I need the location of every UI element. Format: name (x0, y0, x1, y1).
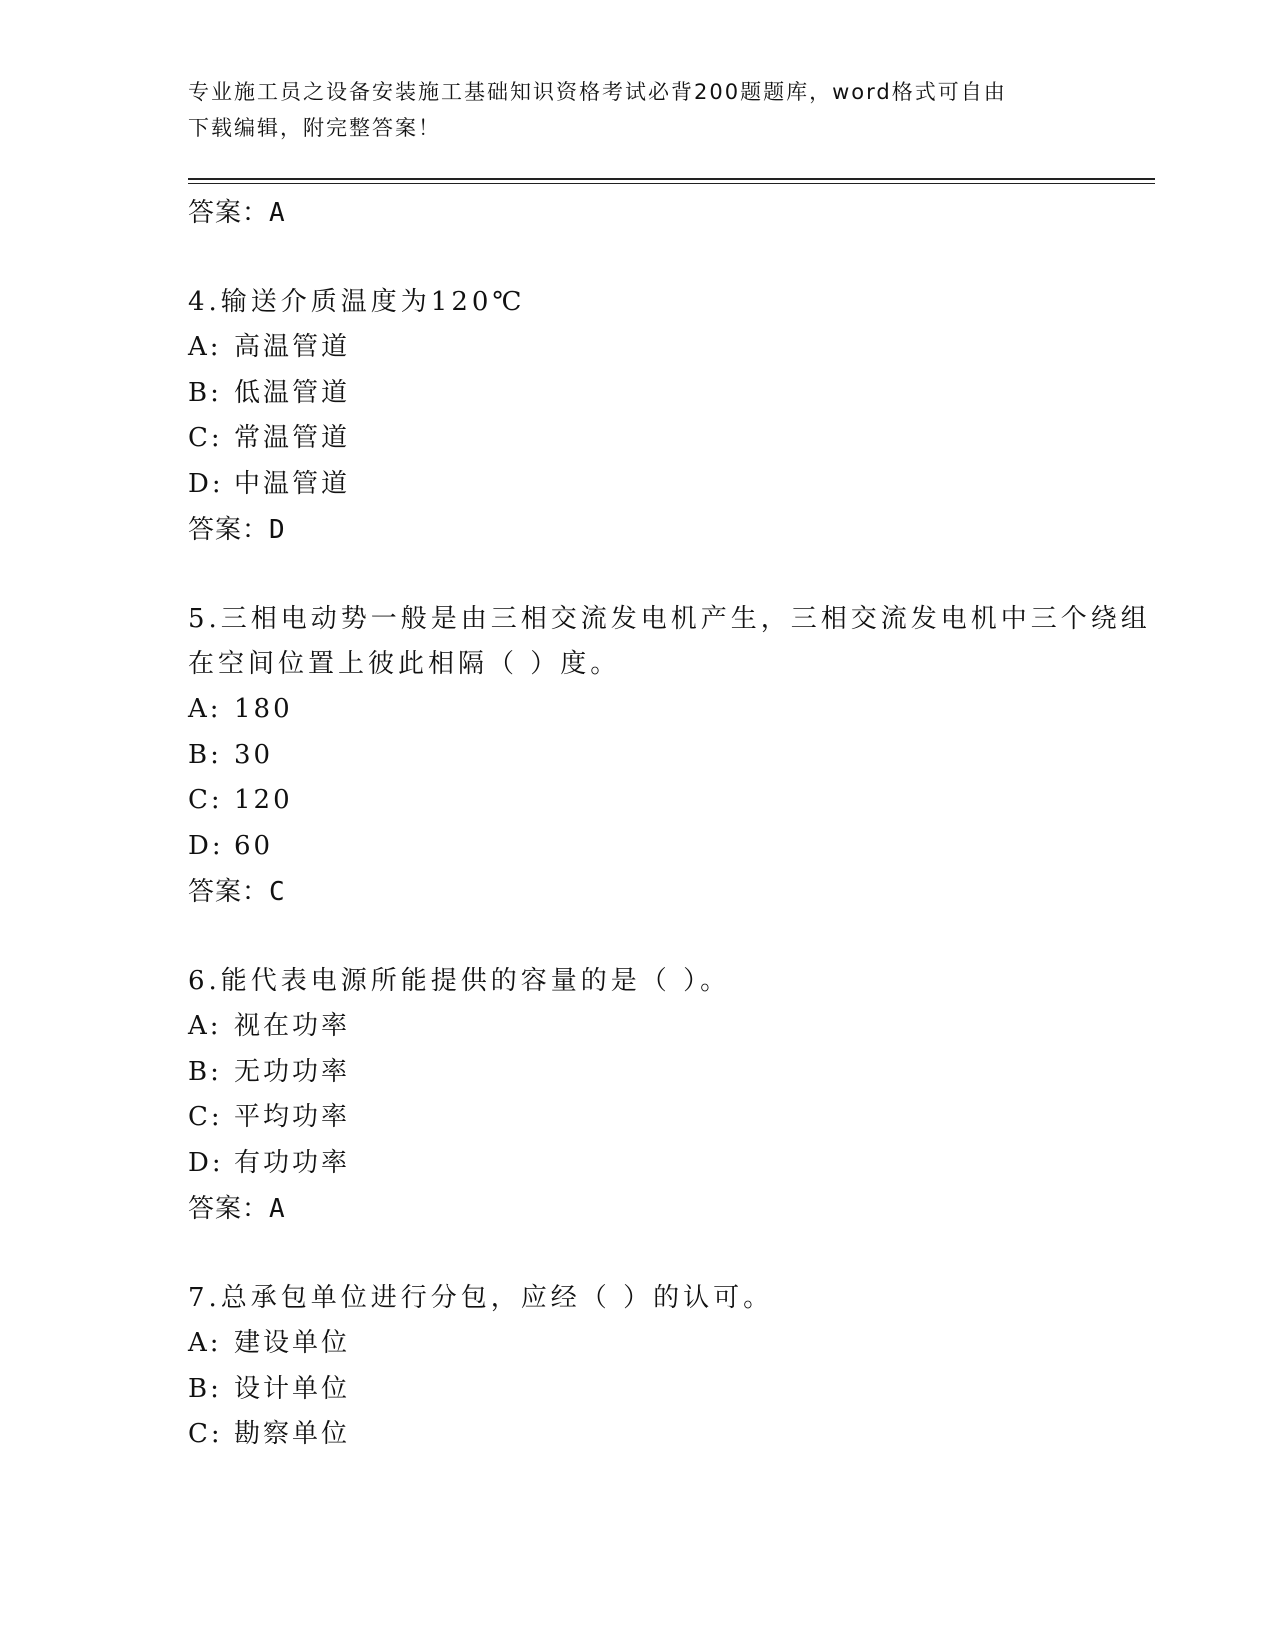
document-header (188, 74, 1068, 146)
spacer (188, 236, 1155, 280)
option-letter: A: (188, 1328, 222, 1358)
question-7 (188, 1276, 1155, 1458)
question-7-option-a (188, 1321, 1155, 1367)
question-5-option-d (188, 824, 1155, 870)
question-list (188, 190, 1155, 1458)
question-6-option-d (188, 1141, 1155, 1187)
question-4-answer: 答案：D (188, 515, 286, 545)
question-7-option-c (188, 1412, 1155, 1458)
option-text: 60 (234, 830, 274, 861)
header-rule-thin (188, 183, 1155, 184)
option-text: 有功功率 (234, 1147, 351, 1178)
header-rule-thick (188, 178, 1155, 180)
option-letter: B: (188, 1373, 222, 1404)
question-7-text: 7.总承包单位进行分包，应经（ ）的认可。 (188, 1283, 774, 1313)
option-text: 30 (234, 739, 274, 770)
question-4-option-b (188, 371, 1155, 417)
option-letter: D: (188, 468, 224, 499)
question-6-option-c (188, 1095, 1155, 1141)
answer-q3: 答案：A (188, 198, 286, 228)
option-text: 无功功率 (234, 1056, 351, 1087)
option-letter: C: (188, 1419, 223, 1449)
question-4-option-d (188, 462, 1155, 508)
header-line-2: 下载编辑，附完整答案！ (188, 116, 441, 140)
option-text: 180 (234, 694, 293, 724)
option-text: 视在功率 (234, 1011, 351, 1041)
option-letter: B: (188, 739, 222, 770)
option-text: 中温管道 (234, 468, 351, 499)
question-5-option-a (188, 687, 1155, 733)
question-5 (188, 597, 1155, 915)
question-6-text: 6.能代表电源所能提供的容量的是（ ）。 (188, 966, 731, 996)
option-text: 勘察单位 (234, 1419, 351, 1449)
option-letter: C: (188, 1102, 223, 1132)
header-line-1: 专业施工员之设备安装施工基础知识资格考试必背200题题库，word格式可自由 (188, 80, 1007, 104)
option-letter: A: (188, 332, 222, 362)
question-7-option-b (188, 1367, 1155, 1413)
question-5-text: 5.三相电动势一般是由三相交流发电机产生，三相交流发电机中三个绕组在空间位置上彼此相隔（ ）度。 (188, 604, 1151, 679)
option-text: 建设单位 (234, 1328, 351, 1358)
question-6 (188, 959, 1155, 1232)
question-5-option-c (188, 778, 1155, 824)
spacer (188, 1232, 1155, 1276)
option-letter: B: (188, 377, 222, 408)
question-6-option-a (188, 1004, 1155, 1050)
question-5-answer: 答案：C (188, 877, 286, 907)
question-4-option-a (188, 325, 1155, 371)
option-letter: D: (188, 830, 224, 861)
question-4-text: 4.输送介质温度为120℃ (188, 287, 526, 317)
question-4-option-c (188, 416, 1155, 462)
option-letter: A: (188, 694, 222, 724)
option-letter: C: (188, 785, 223, 815)
spacer (188, 915, 1155, 959)
question-5-option-b (188, 733, 1155, 779)
option-letter: C: (188, 423, 223, 453)
option-letter: A: (188, 1011, 222, 1041)
option-text: 低温管道 (234, 377, 351, 408)
option-letter: B: (188, 1056, 222, 1087)
question-6-option-b (188, 1050, 1155, 1096)
option-text: 高温管道 (234, 332, 351, 362)
option-text: 常温管道 (234, 423, 351, 453)
option-text: 设计单位 (234, 1373, 351, 1404)
question-6-answer: 答案：A (188, 1194, 286, 1224)
spacer (188, 553, 1155, 597)
option-text: 平均功率 (234, 1102, 351, 1132)
option-letter: D: (188, 1147, 224, 1178)
option-text: 120 (234, 785, 293, 815)
question-4 (188, 280, 1155, 553)
